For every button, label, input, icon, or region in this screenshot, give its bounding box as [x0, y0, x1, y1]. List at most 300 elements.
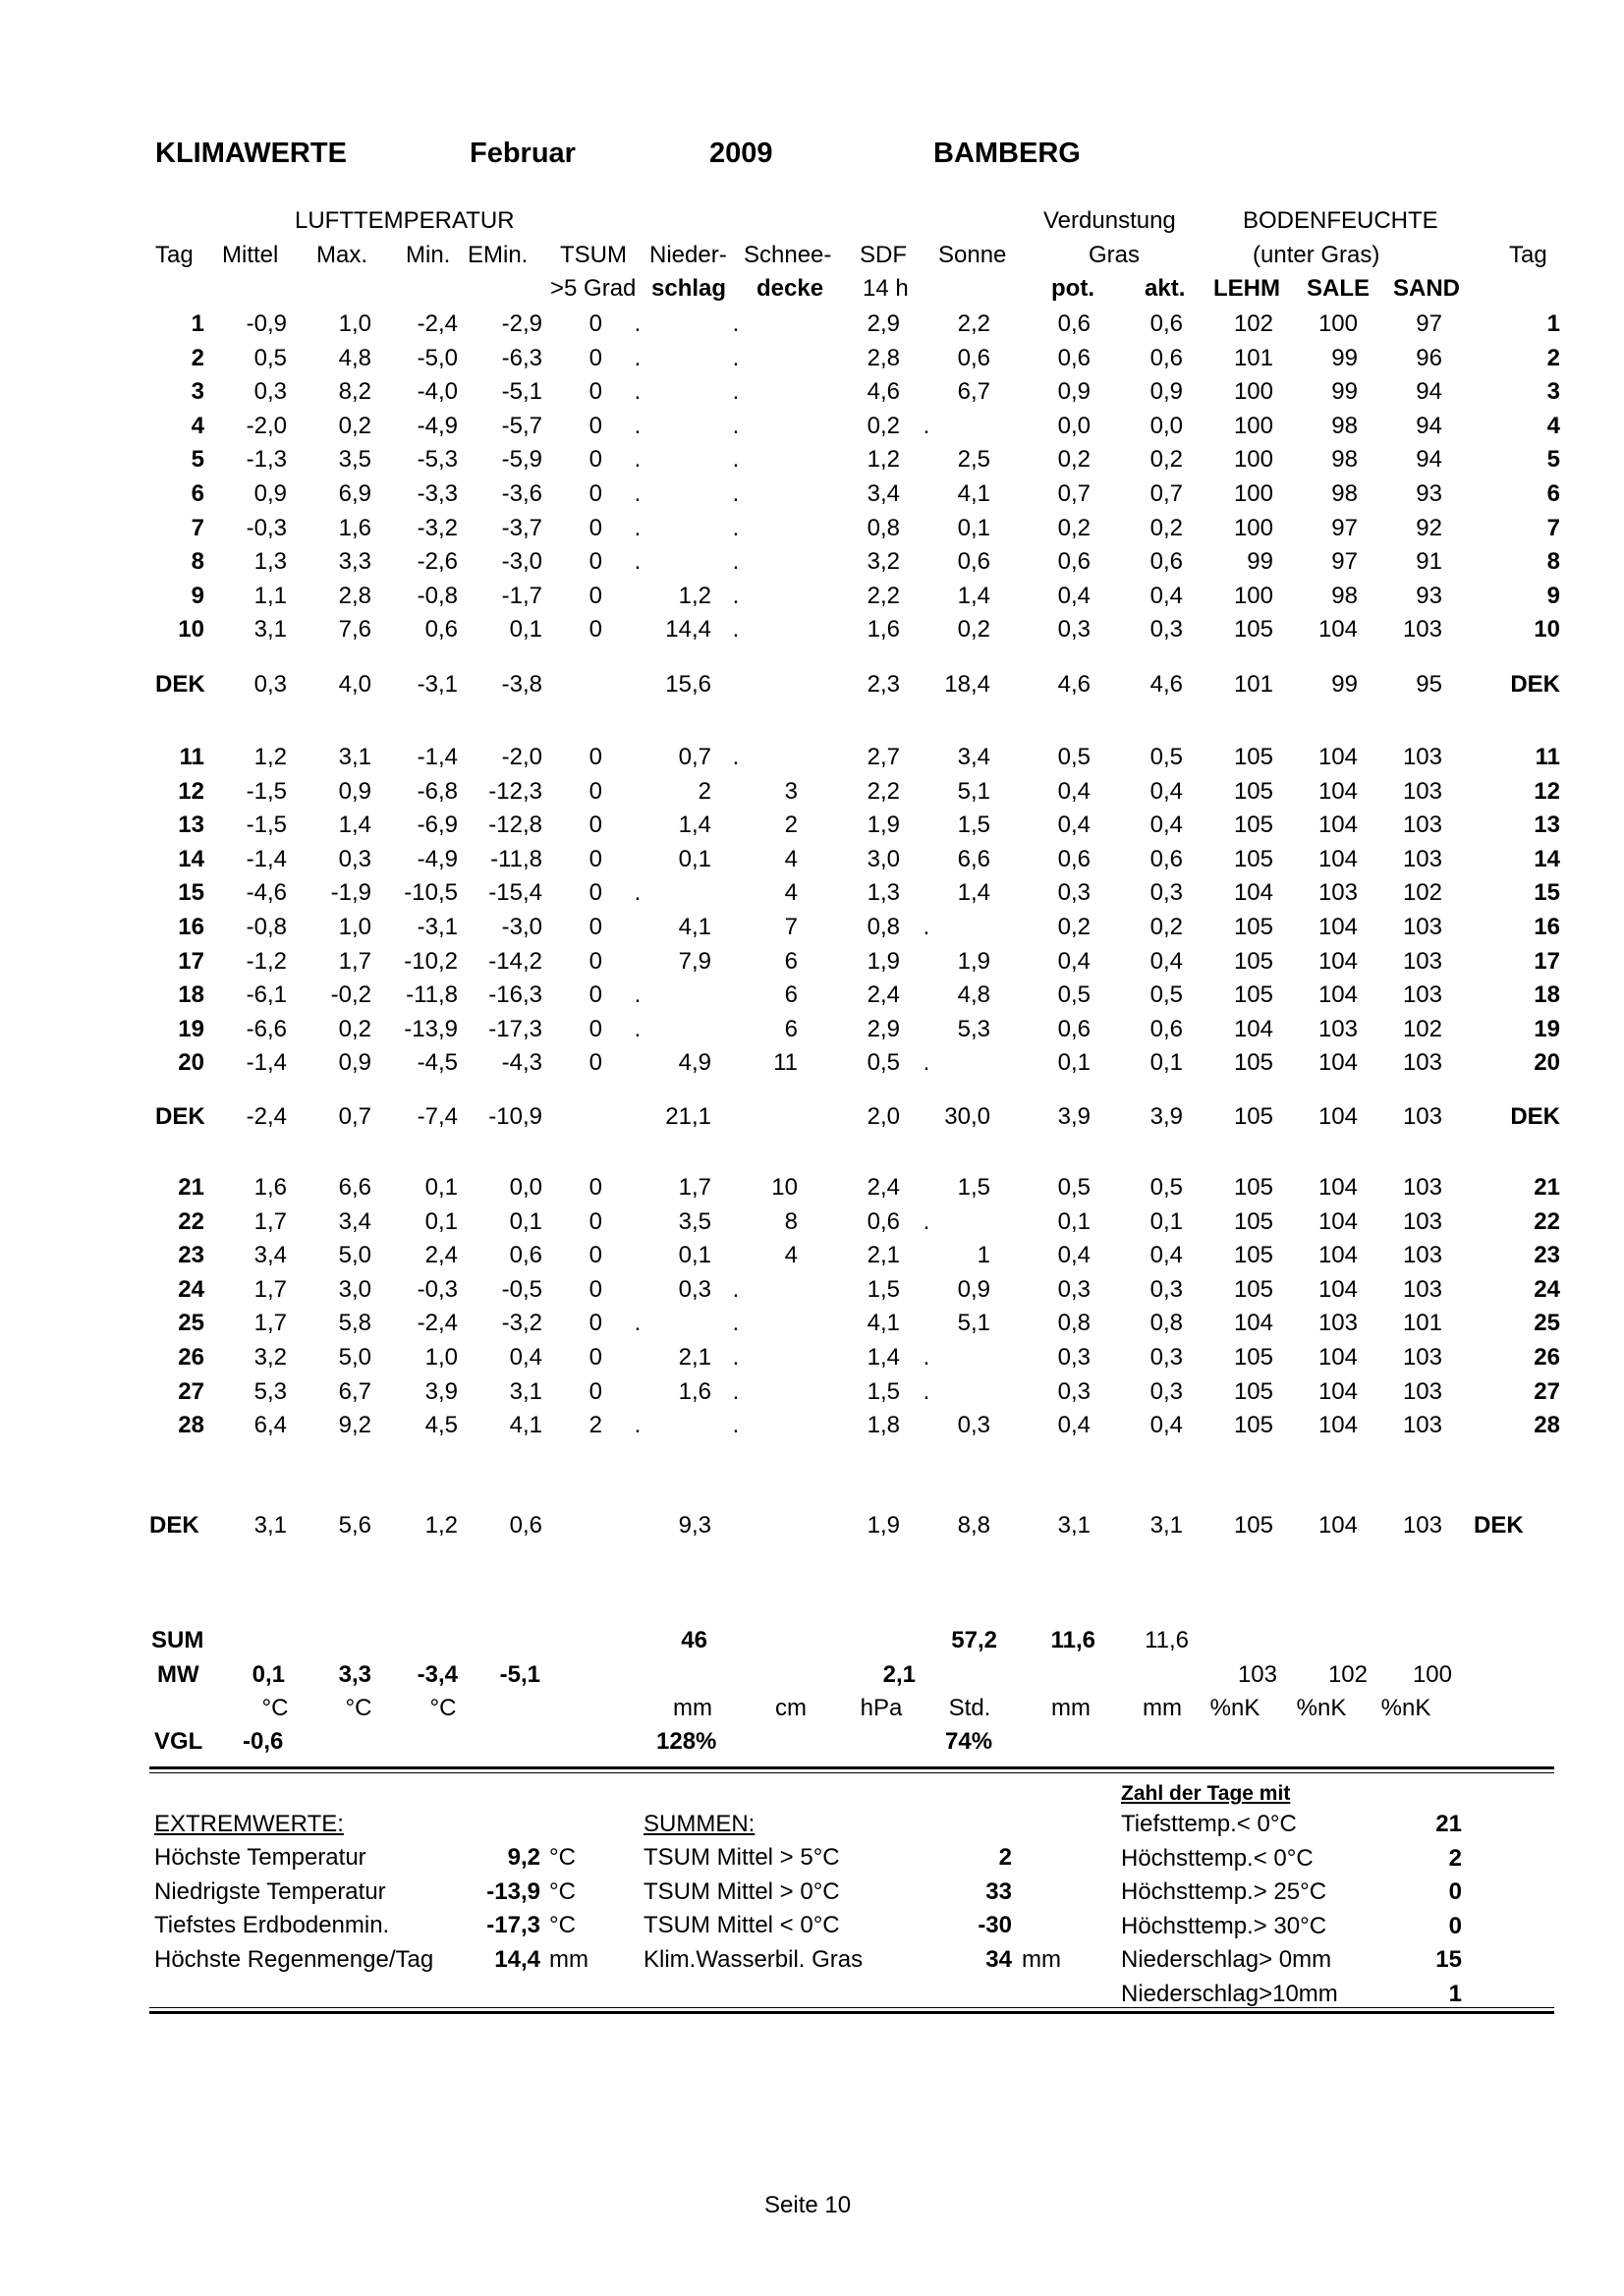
cell-tsum: 0 [588, 480, 602, 507]
cell-max: 1,6 [338, 514, 371, 541]
cell-tag: 18 [178, 981, 204, 1009]
cell-lehm: 104 [1233, 879, 1273, 907]
cell-sand: 102 [1402, 879, 1442, 907]
cell-tsum: 0 [588, 1310, 602, 1337]
mw-sdf: 2,1 [882, 1661, 916, 1688]
cell-emin: 0,1 [509, 616, 542, 644]
cell-pot: 0,4 [1057, 1242, 1091, 1269]
cell-sonne: . [923, 914, 930, 940]
unit-mittel: °C [261, 1695, 289, 1721]
cell-mittel: -2,0 [246, 412, 287, 439]
cell-max: -0,2 [330, 981, 371, 1009]
cell-schneedecke: . [732, 310, 740, 337]
cell-max: 1,4 [338, 812, 371, 839]
dek-cell-sonne: 30,0 [944, 1103, 990, 1130]
cell-akt: 0,3 [1149, 616, 1183, 644]
dek-cell-sdf: 2,0 [867, 1103, 900, 1130]
mw-min: -3,4 [417, 1661, 458, 1688]
cell-emin: -5,1 [501, 378, 542, 406]
cell-schneedecke: . [732, 514, 740, 541]
cell-sale: 103 [1317, 1015, 1358, 1042]
cell-sdf: 2,4 [867, 1174, 900, 1201]
header-tsum: TSUM [560, 242, 627, 268]
cell-lehm: 100 [1233, 514, 1273, 541]
dek-cell-sand: 103 [1402, 1512, 1442, 1539]
mw-sand: 100 [1412, 1661, 1452, 1688]
cell-tsum: 0 [588, 914, 602, 940]
cell-tsum: 0 [588, 812, 602, 839]
cell-max: 1,0 [338, 914, 371, 940]
cell-sale: 104 [1317, 616, 1358, 644]
cell-tag-right: 23 [1534, 1242, 1560, 1269]
cell-sdf: 2,2 [867, 777, 900, 805]
dek-cell-mittel: -2,4 [246, 1103, 287, 1130]
cell-pot: 0,5 [1057, 981, 1091, 1009]
cell-max: 0,2 [338, 1015, 371, 1042]
cell-sale: 104 [1317, 1049, 1358, 1077]
cell-tag-right: 9 [1546, 582, 1560, 609]
cell-mittel: -6,1 [246, 981, 287, 1009]
cell-sdf: 3,4 [867, 480, 900, 507]
cell-lehm: 105 [1233, 1344, 1273, 1371]
cell-max: 5,8 [338, 1310, 371, 1337]
cell-tsum: 0 [588, 1344, 602, 1371]
mw-emin: -5,1 [499, 1661, 540, 1688]
cell-lehm: 105 [1233, 744, 1273, 770]
unit-sonne: Std. [948, 1695, 991, 1721]
dek-cell-pot: 3,9 [1057, 1103, 1091, 1130]
unit-sale: %nK [1296, 1695, 1347, 1721]
sum-verdunstung-akt: 11,6 [1145, 1627, 1189, 1653]
tage-value: 0 [1448, 1878, 1462, 1906]
cell-niederschlag: . [634, 378, 642, 406]
cell-tsum: 0 [588, 616, 602, 644]
cell-sdf: 1,9 [867, 947, 900, 975]
cell-akt: 0,2 [1149, 914, 1183, 940]
cell-sdf: 2,9 [867, 310, 900, 337]
cell-sale: 104 [1317, 1412, 1358, 1439]
cell-tsum: 0 [588, 378, 602, 406]
cell-schneedecke: 4 [784, 1242, 798, 1269]
header-nieder-2: schlag [651, 275, 727, 302]
cell-sdf: 0,2 [867, 412, 900, 439]
cell-schneedecke: . [732, 1344, 740, 1371]
summen-value: 34 [985, 1945, 1012, 1973]
cell-sonne: 1,5 [957, 1174, 990, 1201]
mw-lehm: 103 [1237, 1661, 1277, 1688]
cell-sonne: 1,9 [957, 947, 990, 975]
unit-min: °C [429, 1695, 457, 1721]
cell-sand: 103 [1402, 981, 1442, 1009]
cell-tag-right: 13 [1534, 812, 1560, 839]
cell-niederschlag: 1,4 [678, 812, 711, 839]
mw-max: 3,3 [338, 1661, 371, 1688]
cell-pot: 0,6 [1057, 1015, 1091, 1042]
cell-emin: -11,8 [490, 845, 542, 872]
cell-sand: 94 [1416, 378, 1442, 406]
cell-mittel: -1,2 [246, 947, 287, 975]
cell-min: -10,2 [404, 947, 458, 975]
cell-tag: 24 [178, 1275, 204, 1303]
extremwerte-heading: EXTREMWERTE: [154, 1811, 344, 1837]
cell-sand: 103 [1402, 1377, 1442, 1405]
dek-cell-sdf: 2,3 [867, 671, 900, 698]
cell-emin: 4,1 [509, 1412, 542, 1439]
header-lufttemperatur: LUFTTEMPERATUR [295, 207, 515, 234]
cell-max: 3,0 [338, 1275, 371, 1303]
cell-tag-right: 15 [1534, 879, 1560, 907]
cell-sonne: 2,2 [957, 310, 990, 337]
cell-schneedecke: . [732, 446, 740, 474]
cell-min: -3,1 [417, 914, 458, 940]
cell-pot: 0,0 [1057, 412, 1091, 439]
tage-value: 21 [1435, 1811, 1462, 1837]
cell-tag: 1 [191, 310, 204, 337]
tage-value: 15 [1435, 1946, 1462, 1974]
cell-min: -0,3 [417, 1275, 458, 1303]
cell-sale: 97 [1331, 548, 1358, 576]
header-mittel: Mittel [222, 242, 279, 268]
cell-max: 5,0 [338, 1344, 371, 1371]
cell-min: -0,8 [417, 582, 458, 609]
cell-tag-right: 2 [1546, 344, 1560, 371]
cell-lehm: 105 [1233, 777, 1273, 805]
cell-sdf: 2,1 [867, 1242, 900, 1269]
cell-pot: 0,3 [1057, 879, 1091, 907]
summen-value: 2 [998, 1844, 1012, 1871]
cell-lehm: 104 [1233, 1310, 1273, 1337]
dek-cell-lehm: 105 [1233, 1512, 1273, 1539]
cell-emin: -6,3 [501, 344, 542, 371]
tage-label: Tiefsttemp.< 0°C [1121, 1811, 1297, 1837]
cell-mittel: 1,6 [253, 1174, 287, 1201]
sum-sonne: 57,2 [951, 1627, 997, 1653]
header-min: Min. [406, 242, 451, 268]
cell-sonne: 6,7 [957, 378, 990, 406]
cell-schneedecke: 4 [784, 845, 798, 872]
cell-emin: -3,7 [501, 514, 542, 541]
cell-sonne: 5,1 [957, 777, 990, 805]
cell-schneedecke: 6 [784, 1015, 798, 1042]
cell-tag: 13 [178, 812, 204, 839]
divider-bottom-thick [149, 2011, 1554, 2014]
cell-tag: 5 [191, 446, 204, 474]
cell-schneedecke: 10 [771, 1174, 798, 1201]
cell-sdf: 1,2 [867, 446, 900, 474]
report-month: Februar [470, 138, 576, 169]
unit-sdf: hPa [860, 1695, 903, 1721]
dek-cell-pot: 3,1 [1057, 1512, 1091, 1539]
cell-sale: 104 [1317, 1207, 1358, 1235]
tage-label: Niederschlag> 0mm [1121, 1946, 1332, 1974]
report-title: KLIMAWERTE [155, 138, 347, 169]
cell-tag: 2 [191, 344, 204, 371]
cell-schneedecke: . [732, 548, 740, 576]
header-nieder-1: Nieder- [649, 242, 727, 268]
cell-pot: 0,4 [1057, 582, 1091, 609]
cell-tsum: 0 [588, 981, 602, 1009]
sum-verdunstung-pot: 11,6 [1050, 1627, 1095, 1653]
cell-sdf: 1,5 [867, 1377, 900, 1405]
divider-top-thick [149, 1766, 1554, 1769]
dek-cell-sonne: 8,8 [957, 1512, 990, 1539]
report-station: BAMBERG [933, 138, 1081, 169]
cell-tsum: 0 [588, 1015, 602, 1042]
cell-max: 7,6 [338, 616, 371, 644]
cell-niederschlag: 0,7 [678, 744, 711, 770]
cell-schneedecke: . [732, 412, 740, 439]
cell-akt: 0,6 [1149, 845, 1183, 872]
sum-niederschlag: 46 [681, 1627, 707, 1653]
cell-mittel: -6,6 [246, 1015, 287, 1042]
dek-cell-pot: 4,6 [1057, 671, 1091, 698]
cell-mittel: -1,4 [246, 1049, 287, 1077]
cell-min: -4,9 [417, 845, 458, 872]
cell-tag: 3 [191, 378, 204, 406]
cell-akt: 0,5 [1149, 744, 1183, 770]
cell-akt: 0,0 [1149, 412, 1183, 439]
cell-tsum: 0 [588, 344, 602, 371]
cell-sale: 104 [1317, 1174, 1358, 1201]
cell-schneedecke: . [732, 1275, 740, 1303]
cell-sonne: 1,4 [957, 879, 990, 907]
cell-tag: 25 [178, 1310, 204, 1337]
cell-tsum: 2 [588, 1412, 602, 1439]
cell-akt: 0,2 [1149, 446, 1183, 474]
cell-sale: 104 [1317, 1377, 1358, 1405]
cell-akt: 0,6 [1149, 548, 1183, 576]
dek-cell-lehm: 101 [1233, 671, 1273, 698]
cell-pot: 0,4 [1057, 777, 1091, 805]
cell-tag-right: 10 [1534, 616, 1560, 644]
tage-label: Niederschlag>10mm [1121, 1981, 1338, 2007]
cell-max: 3,3 [338, 548, 371, 576]
cell-tag: 11 [179, 744, 204, 770]
header-tsum-sub: >5 Grad [550, 275, 637, 302]
cell-lehm: 102 [1233, 310, 1273, 337]
cell-schneedecke: . [732, 480, 740, 507]
extremwerte-label: Höchste Regenmenge/Tag [154, 1945, 434, 1973]
cell-sale: 100 [1317, 310, 1358, 337]
cell-tag-right: 21 [1534, 1174, 1560, 1201]
cell-sand: 97 [1416, 310, 1442, 337]
header-sdf-sub: 14 h [863, 275, 909, 302]
cell-schneedecke: 8 [784, 1207, 798, 1235]
cell-mittel: -1,5 [246, 812, 287, 839]
cell-tag: 14 [178, 845, 204, 872]
cell-sdf: 0,8 [867, 514, 900, 541]
cell-sand: 92 [1416, 514, 1442, 541]
cell-lehm: 99 [1247, 548, 1273, 576]
cell-max: 6,6 [338, 1174, 371, 1201]
cell-min: -4,5 [417, 1049, 458, 1077]
cell-min: 0,1 [424, 1174, 458, 1201]
extremwerte-unit: °C [549, 1912, 576, 1939]
cell-max: 5,0 [338, 1242, 371, 1269]
cell-mittel: -0,8 [246, 914, 287, 940]
cell-emin: -3,6 [501, 480, 542, 507]
cell-sale: 98 [1331, 412, 1358, 439]
cell-lehm: 105 [1233, 1412, 1273, 1439]
cell-sand: 103 [1402, 777, 1442, 805]
cell-sale: 104 [1317, 947, 1358, 975]
cell-tag: 23 [178, 1242, 204, 1269]
cell-schneedecke: . [732, 378, 740, 406]
dek-cell-min: -7,4 [417, 1103, 458, 1130]
divider-bottom-thin [149, 2007, 1554, 2008]
cell-pot: 0,6 [1057, 310, 1091, 337]
cell-tsum: 0 [588, 1174, 602, 1201]
cell-mittel: 3,1 [253, 616, 287, 644]
cell-schneedecke: 6 [784, 981, 798, 1009]
cell-tsum: 0 [588, 777, 602, 805]
cell-min: -2,4 [417, 1310, 458, 1337]
cell-lehm: 105 [1233, 1049, 1273, 1077]
dek-cell-sdf: 1,9 [867, 1512, 900, 1539]
dek-cell-emin: -10,9 [488, 1103, 542, 1130]
vgl-sonne: 74% [945, 1728, 993, 1755]
cell-min: -6,9 [417, 812, 458, 839]
cell-schneedecke: 2 [784, 812, 798, 839]
cell-min: -5,0 [417, 344, 458, 371]
header-sonne: Sonne [938, 242, 1007, 268]
cell-niederschlag: . [634, 344, 642, 371]
cell-tag-right: 26 [1534, 1344, 1560, 1371]
cell-sand: 103 [1402, 1207, 1442, 1235]
cell-sdf: 1,8 [867, 1412, 900, 1439]
unit-akt: mm [1143, 1695, 1182, 1721]
cell-pot: 0,3 [1057, 616, 1091, 644]
cell-emin: -16,3 [488, 981, 542, 1009]
cell-sale: 104 [1317, 777, 1358, 805]
cell-akt: 0,1 [1149, 1049, 1183, 1077]
cell-emin: 3,1 [509, 1377, 542, 1405]
cell-tag: 4 [191, 412, 204, 439]
cell-schneedecke: . [732, 616, 740, 644]
summen-label: TSUM Mittel > 5°C [644, 1844, 840, 1871]
cell-niederschlag: . [634, 981, 642, 1009]
cell-sand: 96 [1416, 344, 1442, 371]
cell-akt: 0,3 [1149, 1344, 1183, 1371]
cell-sdf: 2,7 [867, 744, 900, 770]
cell-lehm: 104 [1233, 1015, 1273, 1042]
cell-sand: 103 [1402, 744, 1442, 770]
dek-cell-tag-right: DEK [1510, 671, 1560, 698]
cell-sale: 104 [1317, 1275, 1358, 1303]
cell-mittel: 1,7 [253, 1310, 287, 1337]
cell-akt: 0,6 [1149, 1015, 1183, 1042]
cell-emin: -1,7 [501, 582, 542, 609]
header-sdf: SDF [860, 242, 907, 268]
cell-tag: 27 [178, 1377, 204, 1405]
cell-sale: 98 [1331, 582, 1358, 609]
cell-mittel: 1,7 [253, 1275, 287, 1303]
cell-lehm: 105 [1233, 1174, 1273, 1201]
cell-emin: -14,2 [488, 947, 542, 975]
cell-sdf: 2,9 [867, 1015, 900, 1042]
cell-min: 0,6 [424, 616, 458, 644]
cell-pot: 0,2 [1057, 446, 1091, 474]
cell-max: -1,9 [330, 879, 371, 907]
cell-tag: 10 [178, 616, 204, 644]
cell-sdf: 2,2 [867, 582, 900, 609]
cell-tag-right: 28 [1534, 1412, 1560, 1439]
cell-sand: 94 [1416, 446, 1442, 474]
cell-max: 8,2 [338, 378, 371, 406]
cell-niederschlag: . [634, 1412, 642, 1439]
cell-tag: 20 [178, 1049, 204, 1077]
cell-schneedecke: 4 [784, 879, 798, 907]
cell-emin: -4,3 [501, 1049, 542, 1077]
mw-sale: 102 [1327, 1661, 1368, 1688]
cell-tsum: 0 [588, 1242, 602, 1269]
cell-pot: 0,1 [1057, 1049, 1091, 1077]
extremwerte-unit: mm [549, 1945, 588, 1973]
cell-sand: 102 [1402, 1015, 1442, 1042]
cell-mittel: 0,3 [253, 378, 287, 406]
cell-sand: 93 [1416, 582, 1442, 609]
cell-pot: 0,4 [1057, 947, 1091, 975]
cell-min: -3,3 [417, 480, 458, 507]
cell-sale: 104 [1317, 812, 1358, 839]
unit-lehm: %nK [1209, 1695, 1260, 1721]
dek-cell-mittel: 3,1 [253, 1512, 287, 1539]
cell-schneedecke: 3 [784, 777, 798, 805]
cell-tag-right: 27 [1534, 1377, 1560, 1405]
dek-cell-akt: 3,1 [1149, 1512, 1183, 1539]
cell-tsum: 0 [588, 744, 602, 770]
cell-pot: 0,2 [1057, 514, 1091, 541]
cell-lehm: 105 [1233, 1207, 1273, 1235]
cell-emin: 0,1 [509, 1207, 542, 1235]
cell-sale: 103 [1317, 1310, 1358, 1337]
cell-sonne: 1 [977, 1242, 990, 1269]
cell-emin: -17,3 [488, 1015, 542, 1042]
vgl-mittel: -0,6 [243, 1728, 284, 1755]
cell-tsum: 0 [588, 446, 602, 474]
summen-value: 33 [985, 1877, 1012, 1905]
cell-tag-right: 18 [1534, 981, 1560, 1009]
cell-niederschlag: 2,1 [678, 1344, 711, 1371]
cell-emin: -12,8 [488, 812, 542, 839]
header-verdunstung: Verdunstung [1043, 207, 1176, 234]
header-lehm: LEHM [1213, 275, 1280, 302]
unit-schnee: cm [775, 1695, 807, 1721]
cell-pot: 0,6 [1057, 548, 1091, 576]
dek-cell-emin: -3,8 [501, 671, 542, 698]
cell-sand: 103 [1402, 914, 1442, 940]
header-max: Max. [316, 242, 368, 268]
cell-sonne: 0,2 [957, 616, 990, 644]
cell-niederschlag: . [634, 446, 642, 474]
mw-label: MW [157, 1661, 199, 1688]
cell-emin: 0,6 [509, 1242, 542, 1269]
cell-akt: 0,4 [1149, 1412, 1183, 1439]
cell-max: 3,4 [338, 1207, 371, 1235]
vgl-label: VGL [154, 1728, 203, 1755]
cell-min: -10,5 [404, 879, 458, 907]
cell-tag: 12 [178, 777, 204, 805]
cell-emin: -15,4 [488, 879, 542, 907]
cell-mittel: 3,4 [253, 1242, 287, 1269]
header-tag-left: Tag [155, 242, 194, 268]
cell-emin: -5,9 [501, 446, 542, 474]
cell-sonne: . [923, 412, 930, 439]
cell-schneedecke: . [732, 582, 740, 609]
cell-tag-right: 4 [1546, 412, 1560, 439]
cell-tsum: 0 [588, 1377, 602, 1405]
cell-sand: 94 [1416, 412, 1442, 439]
